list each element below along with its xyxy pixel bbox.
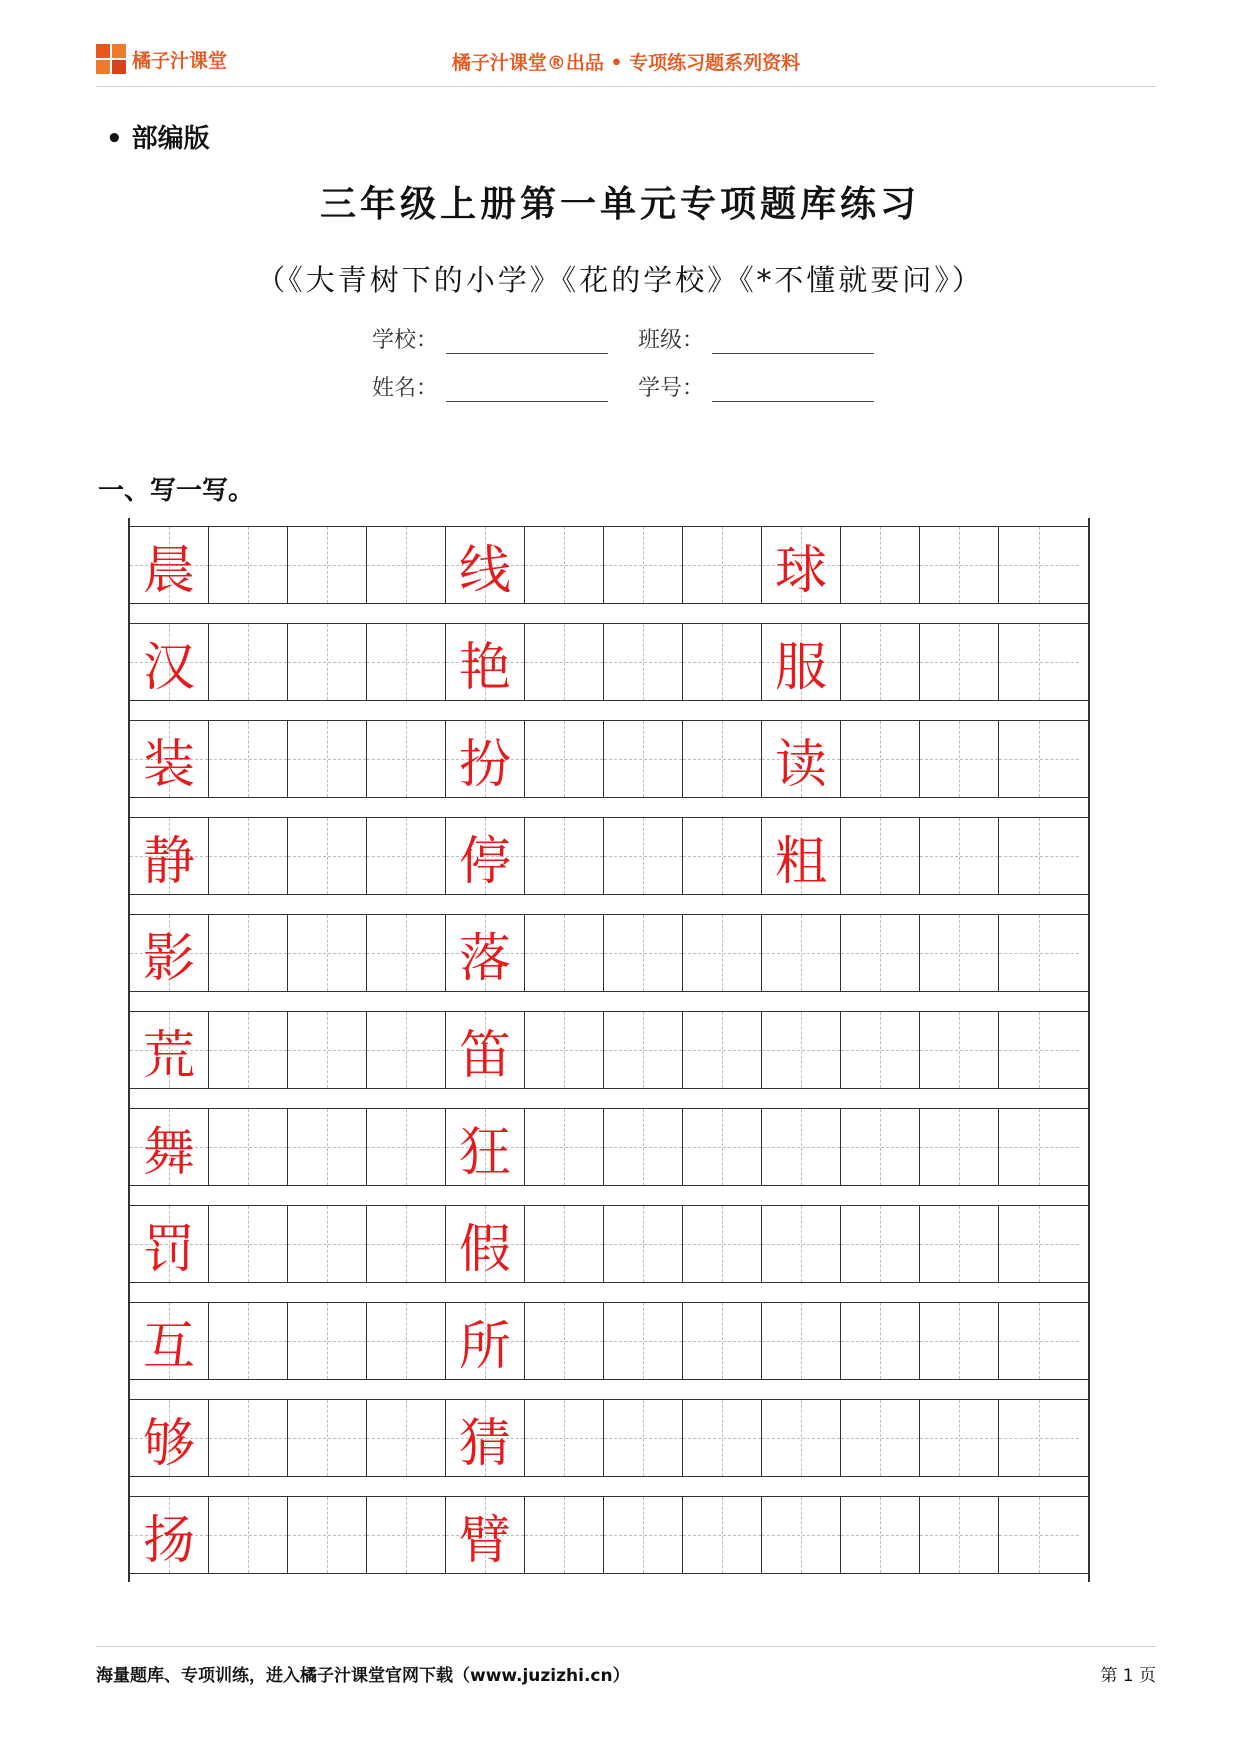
- info-row-name-number: [372, 366, 904, 402]
- practice-cell[interactable]: [683, 915, 762, 991]
- page-subtitle: （《大青树下的小学》《花的学校》《*不懂就要问》）: [256, 263, 984, 297]
- practice-cell[interactable]: [999, 915, 1079, 991]
- practice-cell[interactable]: [209, 1400, 288, 1476]
- practice-cell[interactable]: [920, 624, 999, 700]
- info-row-school-class: [372, 318, 904, 354]
- practice-cell[interactable]: [209, 1497, 288, 1573]
- model-character-cell[interactable]: [446, 915, 525, 991]
- grid-row: [130, 1109, 1088, 1185]
- practice-cell[interactable]: [999, 527, 1079, 603]
- practice-cell[interactable]: [920, 721, 999, 797]
- model-character-cell[interactable]: [762, 721, 841, 797]
- name-blank[interactable]: [446, 375, 608, 402]
- practice-cell[interactable]: [920, 1109, 999, 1185]
- practice-cell[interactable]: [999, 1206, 1079, 1282]
- model-character-cell[interactable]: [130, 915, 209, 991]
- practice-cell[interactable]: [288, 1109, 367, 1185]
- practice-cell[interactable]: [209, 721, 288, 797]
- practice-cell[interactable]: [209, 624, 288, 700]
- model-character: 装: [142, 734, 195, 795]
- grid-spacer: [130, 1379, 1088, 1400]
- logo-text: 橘子汁课堂: [132, 49, 228, 72]
- practice-cell[interactable]: [525, 721, 604, 797]
- model-character: 汉: [142, 637, 195, 698]
- practice-cell[interactable]: [999, 624, 1079, 700]
- grid-spacer: [130, 700, 1088, 721]
- model-character: 互: [142, 1316, 195, 1377]
- practice-cell[interactable]: [999, 1109, 1079, 1185]
- model-character-cell[interactable]: [446, 818, 525, 894]
- model-character-cell[interactable]: [446, 1012, 525, 1088]
- model-character: 够: [142, 1413, 195, 1474]
- grid-row: [130, 527, 1088, 603]
- school-field[interactable]: [372, 318, 608, 354]
- practice-cell[interactable]: [525, 915, 604, 991]
- model-character-cell[interactable]: [130, 1400, 209, 1476]
- model-character-cell[interactable]: [130, 818, 209, 894]
- practice-cell[interactable]: [841, 915, 920, 991]
- grid-row: [130, 1497, 1088, 1573]
- practice-cell[interactable]: [841, 721, 920, 797]
- practice-cell[interactable]: [841, 1206, 920, 1282]
- edition-label: • 部编版: [106, 124, 210, 154]
- practice-cell[interactable]: [367, 624, 446, 700]
- grid-spacer: [130, 797, 1088, 818]
- model-character-cell[interactable]: [130, 1303, 209, 1379]
- practice-cell[interactable]: [999, 1012, 1079, 1088]
- model-character: 停: [458, 831, 511, 892]
- model-character: 所: [458, 1316, 511, 1377]
- practice-cell[interactable]: [604, 721, 683, 797]
- model-character-cell[interactable]: [446, 1497, 525, 1573]
- practice-cell[interactable]: [367, 1303, 446, 1379]
- practice-cell[interactable]: [288, 1206, 367, 1282]
- model-character: 假: [458, 1219, 511, 1280]
- number-field[interactable]: [638, 366, 874, 402]
- model-character: 粗: [774, 831, 827, 892]
- practice-cell[interactable]: [683, 527, 762, 603]
- brand-logo: [96, 44, 227, 74]
- practice-cell[interactable]: [841, 1497, 920, 1573]
- model-character: 读: [774, 734, 827, 795]
- practice-cell[interactable]: [288, 1497, 367, 1573]
- model-character-cell[interactable]: [130, 527, 209, 603]
- practice-cell[interactable]: [525, 1012, 604, 1088]
- model-character: 罚: [142, 1219, 195, 1280]
- grid-row: [130, 1303, 1088, 1379]
- page-header: [96, 36, 1156, 87]
- model-character: 球: [774, 540, 827, 601]
- practice-cell[interactable]: [841, 527, 920, 603]
- practice-cell[interactable]: [288, 915, 367, 991]
- model-character-cell[interactable]: [446, 1400, 525, 1476]
- practice-cell[interactable]: [683, 1206, 762, 1282]
- practice-cell[interactable]: [920, 1400, 999, 1476]
- practice-cell[interactable]: [288, 1303, 367, 1379]
- class-field[interactable]: [638, 318, 874, 354]
- practice-cell[interactable]: [604, 1497, 683, 1573]
- practice-cell[interactable]: [367, 1206, 446, 1282]
- model-character-cell[interactable]: [762, 527, 841, 603]
- page-title: 三年级上册第一单元专项题库练习: [319, 184, 920, 225]
- grid-row: [130, 1206, 1088, 1282]
- practice-cell[interactable]: [604, 624, 683, 700]
- practice-cell[interactable]: [604, 818, 683, 894]
- model-character-cell[interactable]: [762, 1303, 841, 1379]
- model-character-cell[interactable]: [446, 527, 525, 603]
- practice-cell[interactable]: [288, 527, 367, 603]
- practice-cell[interactable]: [999, 1303, 1079, 1379]
- practice-cell[interactable]: [367, 818, 446, 894]
- model-character-cell[interactable]: [762, 1206, 841, 1282]
- model-character: 舞: [142, 1122, 195, 1183]
- model-character: 臂: [458, 1510, 511, 1571]
- name-field[interactable]: [372, 366, 608, 402]
- model-character-cell[interactable]: [130, 1109, 209, 1185]
- practice-cell[interactable]: [209, 1012, 288, 1088]
- footer-promo: 海量题库、专项训练，进入橘子汁课堂官网下载（www.juzizhi.cn）: [96, 1666, 630, 1686]
- school-blank[interactable]: [446, 327, 608, 354]
- practice-cell[interactable]: [209, 915, 288, 991]
- practice-cell[interactable]: [288, 1012, 367, 1088]
- model-character: 影: [142, 928, 195, 989]
- model-character-cell[interactable]: [446, 1303, 525, 1379]
- grid-spacer: [130, 894, 1088, 915]
- model-character-cell[interactable]: [762, 818, 841, 894]
- model-character-cell[interactable]: [130, 1497, 209, 1573]
- practice-cell[interactable]: [841, 818, 920, 894]
- model-character: [762, 1012, 840, 1088]
- practice-cell[interactable]: [683, 1400, 762, 1476]
- practice-cell[interactable]: [367, 1497, 446, 1573]
- grid-row: [130, 721, 1088, 797]
- practice-cell[interactable]: [367, 1109, 446, 1185]
- practice-cell[interactable]: [367, 527, 446, 603]
- grid-row: [130, 624, 1088, 700]
- practice-cell[interactable]: [288, 818, 367, 894]
- practice-cell[interactable]: [683, 1497, 762, 1573]
- page-number: 第 1 页: [1100, 1666, 1156, 1686]
- practice-cell[interactable]: [604, 1206, 683, 1282]
- logo-squares-icon: [96, 44, 126, 74]
- practice-cell[interactable]: [683, 1109, 762, 1185]
- model-character: [762, 1206, 840, 1282]
- model-character: 狂: [458, 1122, 511, 1183]
- practice-cell[interactable]: [604, 915, 683, 991]
- practice-cell[interactable]: [525, 1303, 604, 1379]
- practice-cell[interactable]: [525, 1400, 604, 1476]
- model-character-cell[interactable]: [762, 1012, 841, 1088]
- practice-cell[interactable]: [209, 1109, 288, 1185]
- grid-spacer: [130, 1088, 1088, 1109]
- practice-cell[interactable]: [525, 818, 604, 894]
- model-character: 扬: [142, 1510, 195, 1571]
- model-character: 晨: [142, 540, 195, 601]
- practice-cell[interactable]: [683, 721, 762, 797]
- practice-cell[interactable]: [288, 624, 367, 700]
- grid-spacer: [130, 991, 1088, 1012]
- practice-cell[interactable]: [683, 1012, 762, 1088]
- practice-cell[interactable]: [525, 1497, 604, 1573]
- model-character-cell[interactable]: [762, 915, 841, 991]
- page-footer: [96, 1646, 1156, 1686]
- practice-cell[interactable]: [604, 1012, 683, 1088]
- grid-spacer: [130, 1185, 1088, 1206]
- class-blank[interactable]: [712, 327, 874, 354]
- practice-cell[interactable]: [209, 1303, 288, 1379]
- model-character-cell[interactable]: [130, 624, 209, 700]
- model-character: [762, 915, 840, 991]
- practice-cell[interactable]: [999, 721, 1079, 797]
- practice-cell[interactable]: [999, 818, 1079, 894]
- practice-cell[interactable]: [525, 624, 604, 700]
- practice-cell[interactable]: [525, 527, 604, 603]
- grid-row: [130, 1012, 1088, 1088]
- section-title: 一、写一写。: [98, 476, 255, 506]
- grid-row: [130, 818, 1088, 894]
- grid-spacer: [130, 603, 1088, 624]
- header-tagline: 橘子汁课堂®出品 • 专项练习题系列资料: [451, 52, 801, 74]
- practice-cell[interactable]: [288, 1400, 367, 1476]
- practice-cell[interactable]: [841, 1303, 920, 1379]
- practice-cell[interactable]: [920, 527, 999, 603]
- practice-cell[interactable]: [841, 1400, 920, 1476]
- model-character: [762, 1497, 840, 1573]
- practice-cell[interactable]: [920, 915, 999, 991]
- grid-spacer: [130, 1282, 1088, 1303]
- practice-cell[interactable]: [604, 1109, 683, 1185]
- practice-cell[interactable]: [209, 1206, 288, 1282]
- practice-cell[interactable]: [683, 624, 762, 700]
- model-character: 荒: [142, 1025, 195, 1086]
- number-label: 学号：: [638, 376, 705, 401]
- grid-spacer: [130, 1573, 1088, 1582]
- practice-cell[interactable]: [288, 721, 367, 797]
- model-character-cell[interactable]: [446, 624, 525, 700]
- model-character-cell[interactable]: [762, 624, 841, 700]
- practice-cell[interactable]: [999, 1497, 1079, 1573]
- model-character: 服: [774, 637, 827, 698]
- model-character-cell[interactable]: [446, 721, 525, 797]
- model-character: [762, 1303, 840, 1379]
- model-character-cell[interactable]: [130, 1012, 209, 1088]
- practice-cell[interactable]: [525, 1109, 604, 1185]
- practice-cell[interactable]: [683, 1303, 762, 1379]
- practice-cell[interactable]: [920, 1206, 999, 1282]
- practice-cell[interactable]: [525, 1206, 604, 1282]
- model-character-cell[interactable]: [130, 721, 209, 797]
- practice-cell[interactable]: [604, 1303, 683, 1379]
- practice-cell[interactable]: [920, 1303, 999, 1379]
- practice-cell[interactable]: [367, 915, 446, 991]
- model-character-cell[interactable]: [130, 1206, 209, 1282]
- practice-cell[interactable]: [841, 1012, 920, 1088]
- model-character: 扮: [458, 734, 511, 795]
- model-character-cell[interactable]: [762, 1400, 841, 1476]
- practice-cell[interactable]: [367, 1400, 446, 1476]
- practice-cell[interactable]: [920, 818, 999, 894]
- class-label: 班级：: [638, 328, 705, 353]
- model-character: [762, 1400, 840, 1476]
- model-character: 线: [458, 540, 511, 601]
- model-character-cell[interactable]: [762, 1109, 841, 1185]
- grid-row: [130, 915, 1088, 991]
- practice-cell[interactable]: [209, 527, 288, 603]
- practice-cell[interactable]: [604, 527, 683, 603]
- model-character: [762, 1109, 840, 1185]
- number-blank[interactable]: [712, 375, 874, 402]
- model-character: 笛: [458, 1025, 511, 1086]
- practice-cell[interactable]: [999, 1400, 1079, 1476]
- model-character: 静: [142, 831, 195, 892]
- practice-cell[interactable]: [367, 1012, 446, 1088]
- name-label: 姓名：: [372, 376, 439, 401]
- practice-cell[interactable]: [841, 624, 920, 700]
- grid-spacer: [130, 1476, 1088, 1497]
- practice-cell[interactable]: [683, 818, 762, 894]
- grid-row: [130, 1400, 1088, 1476]
- model-character: 艳: [458, 637, 511, 698]
- model-character-cell[interactable]: [446, 1206, 525, 1282]
- model-character: 落: [458, 928, 511, 989]
- practice-cell[interactable]: [920, 1497, 999, 1573]
- school-label: 学校：: [372, 328, 439, 353]
- practice-cell[interactable]: [604, 1400, 683, 1476]
- practice-cell[interactable]: [841, 1109, 920, 1185]
- grid-spacer: [130, 518, 1088, 527]
- practice-cell[interactable]: [367, 721, 446, 797]
- practice-cell[interactable]: [209, 818, 288, 894]
- writing-grid: [128, 518, 1090, 1582]
- model-character-cell[interactable]: [762, 1497, 841, 1573]
- model-character-cell[interactable]: [446, 1109, 525, 1185]
- model-character: 猜: [458, 1413, 511, 1474]
- practice-cell[interactable]: [920, 1012, 999, 1088]
